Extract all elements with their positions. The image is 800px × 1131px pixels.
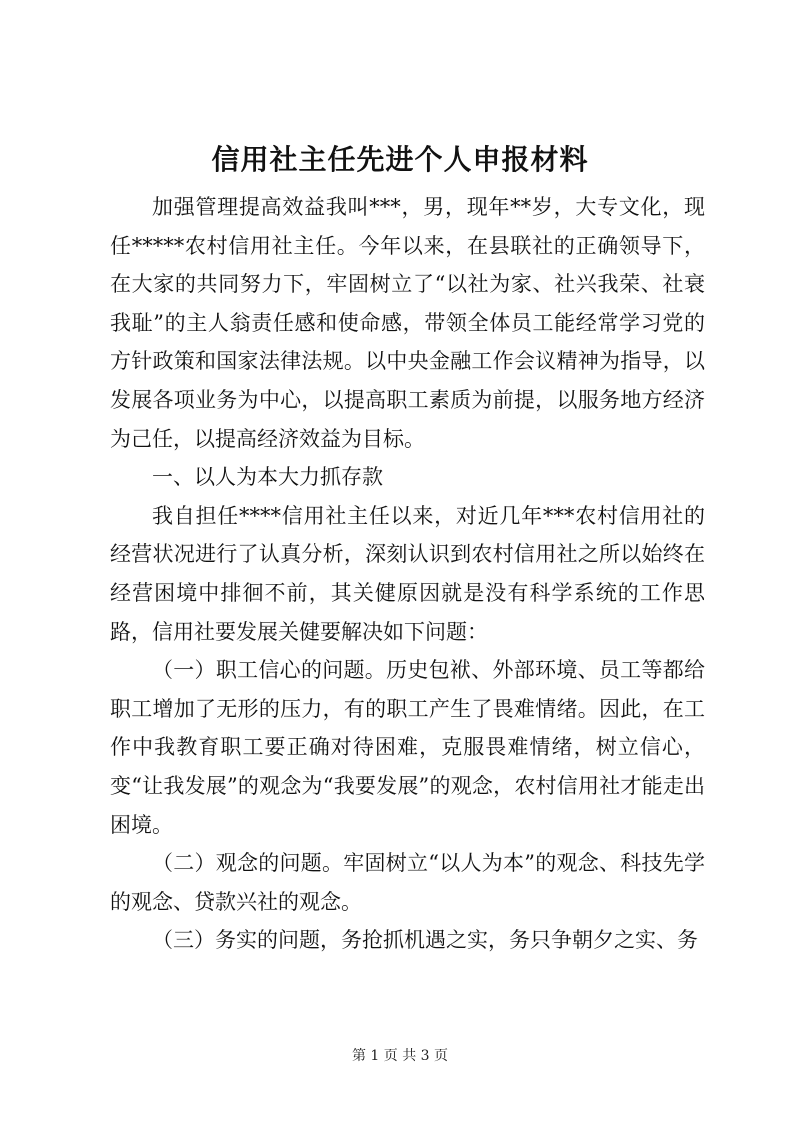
paragraph-intro: 加强管理提高效益我叫***，男，现年**岁，大专文化，现任*****农村信用社主任。今年以来，在县联社的正确领导下，在大家的共同努力下，牢固树立了“以社为家、社兴我荣、社衰我耻”的主人翁责任感和使命感，带领全体员工能经常学习党的方针政策和国家法律法规。以中央金融工作会议精神为指导，以发展各项业务为中心，以提高职工素质为前提，以服务地方经济为己任，以提高经济效益为目标。 (110, 195, 705, 451)
paragraph-item-3: （三）务实的问题，务抢抓机遇之实，务只争朝夕之实、务 (152, 928, 698, 953)
document-title: 信用社主任先进个人申报材料 (211, 143, 589, 176)
paragraph-item-1: （一）职工信心的问题。历史包袱、外部环境、员工等都给职工增加了无形的压力，有的职工产生了畏难情绪。因此，在工作中我教育职工要正确对待困难，克服畏难情绪，树立信心，变“让我发展”的观念为“我要发展”的观念，农村信用社才能走出困境。 (110, 658, 705, 837)
document-body (110, 188, 705, 960)
section-heading-1: 一、以人为本大力抓存款 (152, 465, 383, 490)
paragraph-analysis: 我自担任****信用社主任以来，对近几年***农村信用社的经营状况进行了认真分析，深刻认识到农村信用社之所以始终在经营困境中排徊不前，其关健原因就是没有科学系统的工作思路，信用社要发展关健要解决如下问题： (110, 503, 705, 644)
paragraph-item-2: （二）观念的问题。牢固树立“以人为本”的观念、科技先学的观念、贷款兴社的观念。 (110, 851, 705, 914)
page-footer: 第 1 页 共 3 页 (351, 1048, 449, 1064)
